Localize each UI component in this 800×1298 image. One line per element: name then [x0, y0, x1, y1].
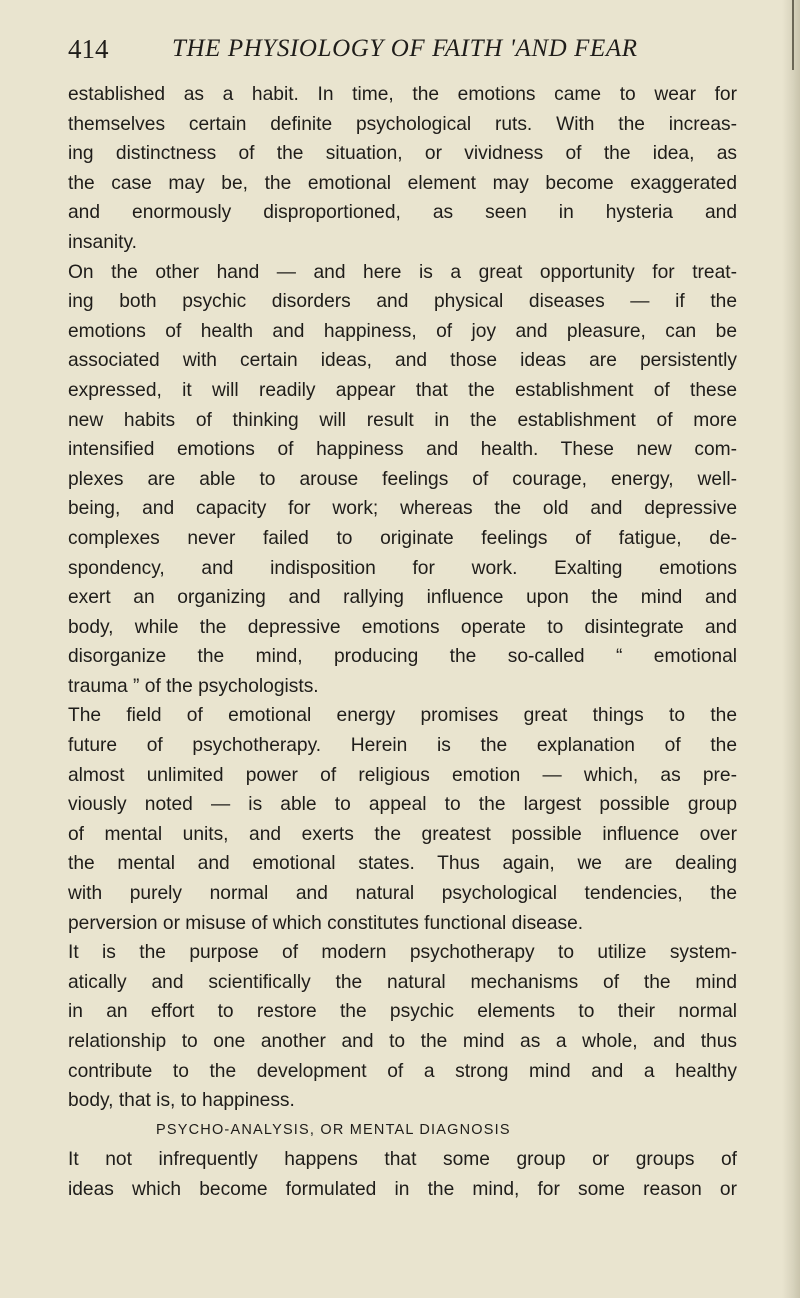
text-line: established as a habit. In time, the emotions came to wear for	[68, 84, 737, 105]
binding-mark	[792, 0, 794, 70]
text-line: themselves certain definite psychological ruts. With the increas-	[68, 113, 737, 135]
page-edge	[782, 0, 800, 1298]
text-line: of mental units, and exerts the greatest possible influence over	[68, 823, 737, 845]
text-line: the mental and emotional states. Thus again, we are dealing	[68, 853, 737, 875]
text-line: the case may be, the emotional element may become exaggerated	[68, 172, 737, 194]
page-header	[68, 34, 748, 68]
section-heading: PSYCHO-ANALYSIS, OR MENTAL DIAGNOSIS	[156, 1121, 511, 1138]
text-line: ing distinctness of the situation, or vividness of the idea, as	[68, 143, 737, 165]
text-line: and enormously disproportioned, as seen in hysteria and	[68, 202, 737, 224]
text-line: being, and capacity for work; whereas the old and depressive	[68, 498, 737, 520]
text-line: trauma ” of the psychologists.	[68, 675, 319, 697]
text-line: The field of emotional energy promises great things to the	[68, 705, 737, 727]
text-line: viously noted — is able to appeal to the largest possible group	[68, 794, 737, 816]
text-line: associated with certain ideas, and those ideas are persistently	[68, 350, 737, 372]
text-line: spondency, and indisposition for work. Exalting emotions	[68, 557, 737, 579]
text-line: It not infrequently happens that some group or groups of	[68, 1149, 737, 1171]
text-line: emotions of health and happiness, of joy and pleasure, can be	[68, 320, 737, 342]
text-line: ideas which become formulated in the mind, for some reason or	[68, 1178, 737, 1200]
text-line: future of psychotherapy. Herein is the explanation of the	[68, 735, 737, 757]
text-line: relationship to one another and to the mind as a whole, and thus	[68, 1031, 737, 1052]
text-line: ing both psychic disorders and physical diseases — if the	[68, 291, 737, 313]
text-line: atically and scientifically the natural mechanisms of the mind	[68, 971, 737, 993]
text-line: almost unlimited power of religious emotion — which, as pre-	[68, 764, 737, 786]
text-line: contribute to the development of a strong mind and a healthy	[68, 1060, 737, 1082]
text-line: plexes are able to arouse feelings of courage, energy, well-	[68, 468, 737, 490]
text-line: body, that is, to happiness.	[68, 1090, 295, 1112]
page-number: 414	[68, 34, 109, 64]
text-line: expressed, it will readily appear that the establishment of these	[68, 379, 737, 401]
text-line: intensified emotions of happiness and health. These new com-	[68, 439, 737, 461]
text-line: new habits of thinking will result in the establishment of more	[68, 409, 737, 431]
text-line: insanity.	[68, 231, 137, 253]
text-line: disorganize the mind, producing the so-called “ emotional	[68, 646, 737, 668]
text-line: exert an organizing and rallying influence upon the mind and	[68, 587, 737, 609]
running-title: THE PHYSIOLOGY OF FAITH 'AND FEAR	[172, 35, 638, 62]
text-line: perversion or misuse of which constitutes functional disease.	[68, 912, 584, 934]
text-line: On the other hand — and here is a great opportunity for treat-	[68, 261, 737, 283]
text-line: It is the purpose of modern psychotherapy to utilize system-	[68, 942, 737, 964]
text-line: with purely normal and natural psychological tendencies, the	[68, 883, 737, 905]
text-line: body, while the depressive emotions operate to disintegrate and	[68, 616, 737, 638]
text-line: complexes never failed to originate feelings of fatigue, de-	[68, 527, 737, 549]
body-text	[68, 80, 737, 1205]
text-line: in an effort to restore the psychic elements to their normal	[68, 1001, 737, 1023]
